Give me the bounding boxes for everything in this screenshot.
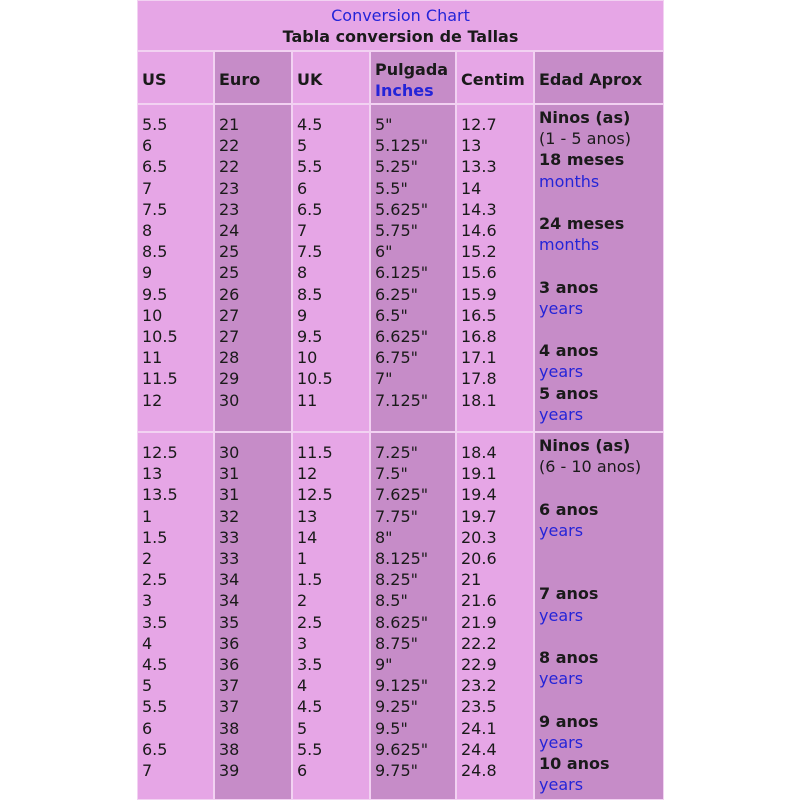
table-cell: 30: [219, 443, 240, 462]
table-cell: 16.8: [461, 327, 497, 347]
table-cell: 7: [297, 221, 308, 241]
group2-age-column: Ninos (as) (6 - 10 anos) 6 anos years 7 anos years 8 anos years 9 anos years 10 anos years: [534, 432, 664, 800]
table-cell: 2: [142, 549, 153, 569]
table-cell: 8.5: [297, 284, 323, 304]
table-cell: 23: [219, 199, 240, 219]
table-cell: 15.6: [461, 263, 497, 283]
table-cell: 12: [142, 390, 163, 410]
table-cell: 2: [297, 591, 308, 611]
header-centim: Centim: [456, 51, 534, 104]
table-cell: 18.4: [461, 443, 497, 462]
table-cell: 6.5": [375, 305, 408, 325]
table-cell: 15.2: [461, 242, 497, 262]
table-cell: 10: [297, 348, 318, 368]
table-cell: 27: [219, 327, 240, 347]
group1-uk-column: [292, 104, 370, 432]
table-cell: 8.5: [142, 242, 168, 262]
table-cell: 5.75": [375, 221, 418, 241]
table-cell: 6.25": [375, 284, 418, 304]
table-cell: 34: [219, 570, 240, 590]
table-cell: 1.5: [142, 527, 168, 547]
table-cell: 5": [375, 115, 393, 134]
table-cell: 36: [219, 655, 240, 675]
header-us: US: [137, 51, 214, 104]
table-cell: 12.5: [297, 485, 333, 505]
table-cell: 9.25": [375, 697, 418, 717]
table-cell: 21.9: [461, 612, 497, 632]
table-cell: 3: [142, 591, 153, 611]
table-cell: 7: [142, 761, 153, 781]
table-cell: 14: [297, 527, 318, 547]
table-cell: 2.5: [297, 612, 323, 632]
table-cell: 20.3: [461, 527, 497, 547]
table-cell: 9.125": [375, 676, 429, 696]
table-cell: 12: [297, 464, 318, 484]
group1-us-column: [137, 104, 214, 432]
group2-cm-column: [456, 432, 534, 800]
table-cell: 22.9: [461, 655, 497, 675]
table-cell: 36: [219, 633, 240, 653]
table-cell: 9: [142, 263, 153, 283]
table-cell: 24: [219, 221, 240, 241]
table-cell: 6: [142, 136, 153, 156]
table-cell: 6.125": [375, 263, 429, 283]
table-cell: 4.5: [297, 697, 323, 717]
table-cell: 8: [297, 263, 308, 283]
table-cell: 7.5": [375, 464, 408, 484]
table-cell: 9.5": [375, 718, 408, 738]
table-cell: 3.5: [142, 612, 168, 632]
table-cell: 7": [375, 369, 393, 389]
table-cell: 13: [297, 506, 318, 526]
table-cell: 6: [297, 178, 308, 198]
table-cell: 17.1: [461, 348, 497, 368]
table-cell: 8.125": [375, 549, 429, 569]
table-cell: 5.5: [142, 115, 168, 134]
chart-subtitle: Tabla conversion de Tallas: [282, 27, 519, 46]
table-cell: 8.75": [375, 633, 418, 653]
table-cell: 13.3: [461, 157, 497, 177]
table-cell: 3: [297, 633, 308, 653]
table-cell: 15.9: [461, 284, 497, 304]
table-cell: 19.1: [461, 464, 497, 484]
group2-inches-column: [370, 432, 456, 800]
header-age: Edad Aprox: [534, 51, 664, 104]
group2-us-column: [137, 432, 214, 800]
table-cell: 23.5: [461, 697, 497, 717]
group2-uk-column: [292, 432, 370, 800]
table-cell: 8: [142, 221, 153, 241]
table-cell: 6.5: [297, 199, 323, 219]
table-cell: 14.6: [461, 221, 497, 241]
table-cell: 9": [375, 655, 393, 675]
table-cell: 37: [219, 697, 240, 717]
table-cell: 5.5: [297, 157, 323, 177]
table-cell: 7.125": [375, 390, 429, 410]
table-cell: 14.3: [461, 199, 497, 219]
table-cell: 28: [219, 348, 240, 368]
table-cell: 9.625": [375, 739, 429, 759]
table-cell: 5.25": [375, 157, 418, 177]
table-cell: 11.5: [297, 443, 333, 462]
table-cell: 5: [297, 136, 308, 156]
table-cell: 25: [219, 242, 240, 262]
table-cell: 29: [219, 369, 240, 389]
group1-inches-column: [370, 104, 456, 432]
table-cell: 5.125": [375, 136, 429, 156]
table-cell: 4.5: [142, 655, 168, 675]
table-cell: 6.5: [142, 157, 168, 177]
table-cell: 38: [219, 718, 240, 738]
table-cell: 38: [219, 739, 240, 759]
header-euro: Euro: [214, 51, 292, 104]
table-cell: 22: [219, 157, 240, 177]
table-cell: 10: [142, 305, 163, 325]
table-cell: 23: [219, 178, 240, 198]
table-cell: 7.25": [375, 443, 418, 462]
table-cell: 3.5: [297, 655, 323, 675]
table-cell: 7.5: [142, 199, 168, 219]
table-cell: 13: [142, 464, 163, 484]
table-cell: 37: [219, 676, 240, 696]
table-cell: 5.625": [375, 199, 429, 219]
conversion-chart: [137, 0, 664, 800]
table-cell: 33: [219, 549, 240, 569]
table-cell: 9.5: [297, 327, 323, 347]
table-cell: 7.75": [375, 506, 418, 526]
table-cell: 4.5: [297, 115, 323, 134]
table-cell: 5.5": [375, 178, 408, 198]
group1-cm-column: [456, 104, 534, 432]
group1-euro-column: [214, 104, 292, 432]
table-cell: 21: [461, 570, 482, 590]
table-cell: 1: [297, 549, 308, 569]
table-cell: 26: [219, 284, 240, 304]
chart-title: Conversion Chart: [331, 6, 470, 25]
table-cell: 32: [219, 506, 240, 526]
table-cell: 6: [297, 761, 308, 781]
header-inches: Pulgada Inches: [370, 51, 456, 104]
table-cell: 9.75": [375, 761, 418, 781]
table-cell: 5: [142, 676, 153, 696]
table-cell: 1: [142, 506, 153, 526]
table-cell: 39: [219, 761, 240, 781]
table-cell: 13.5: [142, 485, 178, 505]
table-cell: 7: [142, 178, 153, 198]
chart-title-cell: [137, 0, 664, 51]
table-cell: 11: [142, 348, 163, 368]
table-cell: 8": [375, 527, 393, 547]
table-cell: 4: [297, 676, 308, 696]
table-cell: 8.5": [375, 591, 408, 611]
table-cell: 6": [375, 242, 393, 262]
table-cell: 7.625": [375, 485, 429, 505]
table-cell: 24.8: [461, 761, 497, 781]
table-cell: 19.7: [461, 506, 497, 526]
table-cell: 5.5: [297, 739, 323, 759]
table-cell: 21.6: [461, 591, 497, 611]
table-cell: 33: [219, 527, 240, 547]
table-cell: 31: [219, 485, 240, 505]
table-cell: 9.5: [142, 284, 168, 304]
table-cell: 12.5: [142, 443, 178, 462]
table-cell: 10.5: [297, 369, 333, 389]
table-cell: 6.75": [375, 348, 418, 368]
table-cell: 25: [219, 263, 240, 283]
table-cell: 14: [461, 178, 482, 198]
group1-age-column: Ninos (as) (1 - 5 anos) 18 meses months 24 meses months 3 anos years 4 anos years 5 anos years: [534, 104, 664, 432]
header-uk: UK: [292, 51, 370, 104]
table-cell: 12.7: [461, 115, 497, 134]
table-cell: 4: [142, 633, 153, 653]
table-cell: 6: [142, 718, 153, 738]
table-cell: 16.5: [461, 305, 497, 325]
table-cell: 7.5: [297, 242, 323, 262]
table-cell: 35: [219, 612, 240, 632]
table-cell: 10.5: [142, 327, 178, 347]
table-cell: 30: [219, 390, 240, 410]
table-cell: 19.4: [461, 485, 497, 505]
table-cell: 9: [297, 305, 308, 325]
table-cell: 8.25": [375, 570, 418, 590]
table-cell: 5: [297, 718, 308, 738]
table-cell: 17.8: [461, 369, 497, 389]
table-cell: 6.5: [142, 739, 168, 759]
table-cell: 27: [219, 305, 240, 325]
group2-euro-column: [214, 432, 292, 800]
table-cell: 2.5: [142, 570, 168, 590]
table-cell: 6.625": [375, 327, 429, 347]
table-cell: 24.4: [461, 739, 497, 759]
table-cell: 11.5: [142, 369, 178, 389]
table-cell: 23.2: [461, 676, 497, 696]
table-cell: 8.625": [375, 612, 429, 632]
table-cell: 22: [219, 136, 240, 156]
table-cell: 13: [461, 136, 482, 156]
table-cell: 18.1: [461, 390, 497, 410]
table-cell: 24.1: [461, 718, 497, 738]
table-cell: 21: [219, 115, 240, 134]
table-cell: 5.5: [142, 697, 168, 717]
table-cell: 22.2: [461, 633, 497, 653]
table-cell: 20.6: [461, 549, 497, 569]
table-cell: 31: [219, 464, 240, 484]
table-cell: 11: [297, 390, 318, 410]
table-cell: 34: [219, 591, 240, 611]
table-cell: 1.5: [297, 570, 323, 590]
